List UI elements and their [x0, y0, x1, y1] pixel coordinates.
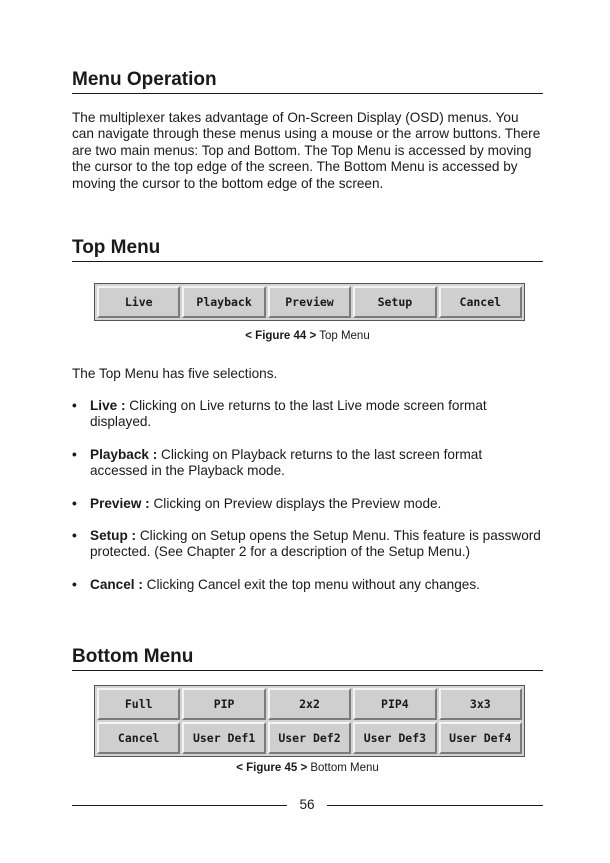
list-item-cancel — [72, 577, 543, 593]
top-menu-cancel-button[interactable]: Cancel — [439, 286, 522, 318]
top-menu-live-button[interactable]: Live — [97, 286, 180, 318]
bottom-menu-user-def1-button[interactable]: User Def1 — [182, 722, 265, 754]
bottom-menu-user-def4-button[interactable]: User Def4 — [439, 722, 522, 754]
footer-rule-left — [72, 805, 287, 806]
intro-paragraph: The multiplexer takes advantage of On-Screen Display (OSD) menus. You can navigate through these menus using a mouse or the arrow buttons. There are two main menus: Top and Bottom. The Top Menu is accessed by moving the cursor to the top edge of the screen. The Bottom Menu is accessed by moving the cursor to the bottom edge of the screen. — [72, 110, 541, 191]
desc-playback: Clicking on Playback returns to the last screen format accessed in the Playback mode. — [90, 446, 483, 479]
list-item-live — [72, 398, 543, 431]
term-preview: Preview : — [90, 495, 150, 511]
list-item-preview — [72, 496, 543, 512]
bottom-menu-osd-bar — [94, 685, 525, 757]
bottom-menu-pip4-button[interactable]: PIP4 — [353, 688, 436, 720]
term-live: Live : — [90, 398, 126, 413]
desc-preview: Clicking on Preview displays the Preview mode. — [149, 495, 442, 511]
bullet: • — [72, 398, 77, 413]
term-playback: Playback : — [90, 446, 158, 462]
section-heading-menu-operation: Menu Operation — [72, 68, 543, 94]
bullet: • — [72, 495, 77, 511]
figure-45-caption — [72, 762, 543, 774]
figure-44-caption — [72, 330, 543, 342]
desc-setup: Clicking on Setup opens the Setup Menu. This feature is password protected. (See Chapter 2 for a description of the Setup Menu.) — [90, 528, 541, 560]
page-footer — [72, 796, 543, 816]
bottom-menu-full-button[interactable]: Full — [97, 688, 180, 720]
figure-44-text: Top Menu — [316, 330, 370, 342]
top-menu-osd-bar — [94, 283, 525, 321]
bottom-menu-user-def3-button[interactable]: User Def3 — [353, 722, 436, 754]
bullet: • — [72, 446, 77, 462]
page-number: 56 — [299, 797, 315, 812]
section-heading-bottom-menu: Bottom Menu — [72, 645, 543, 671]
bottom-menu-3x3-button[interactable]: 3x3 — [439, 688, 522, 720]
top-menu-setup-button[interactable]: Setup — [353, 286, 436, 318]
figure-45-text: Bottom Menu — [307, 762, 379, 774]
bullet: • — [72, 576, 77, 592]
list-item-playback — [72, 447, 543, 480]
top-menu-playback-button[interactable]: Playback — [182, 286, 265, 318]
top-menu-selection-list — [72, 398, 543, 609]
section-heading-top-menu: Top Menu — [72, 236, 543, 262]
bullet: • — [72, 528, 77, 544]
term-setup: Setup : — [90, 528, 137, 544]
bottom-menu-pip-button[interactable]: PIP — [182, 688, 265, 720]
bottom-menu-user-def2-button[interactable]: User Def2 — [268, 722, 351, 754]
figure-45-label: < Figure 45 > — [236, 762, 308, 774]
top-menu-preview-button[interactable]: Preview — [268, 286, 351, 318]
bottom-menu-2x2-button[interactable]: 2x2 — [268, 688, 351, 720]
desc-cancel: Clicking Cancel exit the top menu without any changes. — [142, 576, 480, 592]
term-cancel: Cancel : — [90, 576, 143, 592]
desc-live: Clicking on Live returns to the last Live mode screen format displayed. — [90, 398, 487, 430]
top-menu-intro: The Top Menu has five selections. — [72, 366, 278, 381]
bottom-menu-cancel-button[interactable]: Cancel — [97, 722, 180, 754]
figure-44-label: < Figure 44 > — [245, 330, 317, 342]
list-item-setup — [72, 528, 543, 561]
footer-rule-right — [327, 805, 543, 806]
